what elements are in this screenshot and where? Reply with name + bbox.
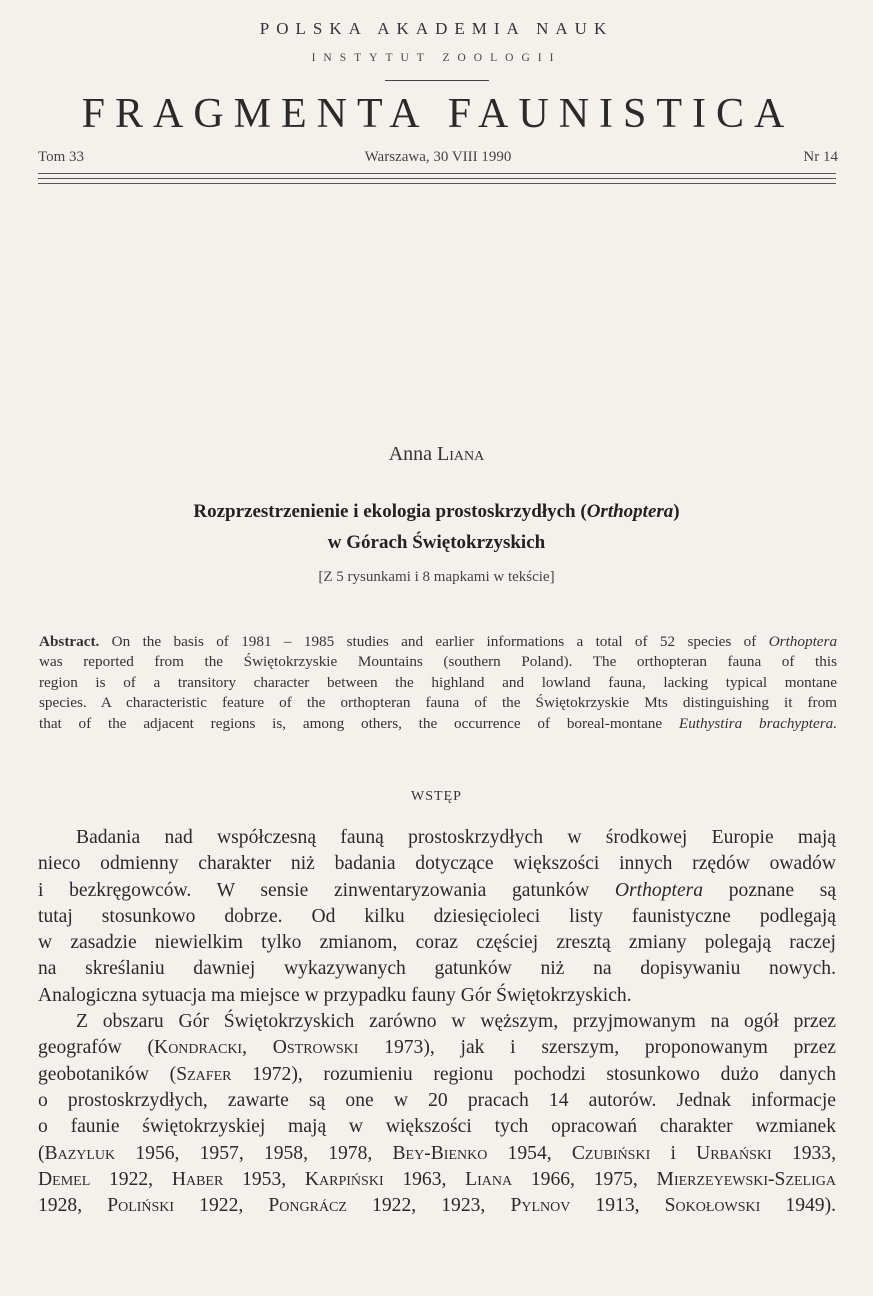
volume-label: Tom 33 xyxy=(38,149,85,165)
section-heading: WSTĘP xyxy=(411,789,462,804)
body-text-span: geografów ( xyxy=(38,1037,155,1059)
citation-author: Pylnov xyxy=(510,1195,571,1217)
paragraph-line xyxy=(38,1035,836,1061)
body-text-span: 1933, xyxy=(771,1142,836,1164)
abstract-taxon: Orthoptera xyxy=(768,633,838,650)
body-text-span: 1966, 1975, xyxy=(512,1168,657,1190)
header-rule xyxy=(38,183,836,184)
body-text-span: 1913, xyxy=(570,1195,665,1217)
body-text-span: 1954, xyxy=(487,1142,572,1164)
abstract-text: that of the adjacent regions is, among others, the occurrence of boreal-montane xyxy=(39,714,663,732)
paragraph-line: Z obszaru Gór Świętokrzyskich zarówno w węższym, przyjmowanym na ogół przez xyxy=(76,1011,836,1033)
abstract-label: Abstract. xyxy=(39,633,100,650)
abstract-line xyxy=(39,714,837,734)
author-first-name: Anna xyxy=(388,443,433,465)
abstract-line: species. A characteristic feature of the orthopteran fauna of the Świętokrzyskie Mts distinguishing it from xyxy=(39,694,837,712)
issue-info-row xyxy=(38,149,838,169)
abstract-text: On the basis of 1981 – 1985 studies and earlier informations a total of 52 species of xyxy=(111,633,757,650)
citation-author: Pongrácz xyxy=(268,1195,347,1217)
citation-author: Czubiński xyxy=(571,1142,651,1164)
citation-author: Liana xyxy=(465,1168,513,1190)
citation-author: Mierzeyewski-Szeliga xyxy=(656,1168,836,1190)
citation-author: Ostrowski xyxy=(272,1037,359,1059)
header-short-rule xyxy=(385,80,489,81)
place-date: Warszawa, 30 VIII 1990 xyxy=(364,149,512,165)
body-text-span: 1922, xyxy=(90,1168,172,1190)
body-text-span: 1972), rozumieniu regionu pochodzi stosunkowo dużo danych xyxy=(231,1063,836,1085)
citation-author: Poliński xyxy=(107,1195,175,1217)
citation-author: Kondracki xyxy=(154,1037,243,1059)
paragraph-line xyxy=(38,1193,836,1219)
citation-author: Bey-Bienko xyxy=(392,1142,488,1164)
journal-title: FRAGMENTA FAUNISTICA xyxy=(81,91,795,137)
body-text xyxy=(38,825,836,1219)
body-text-span: i xyxy=(650,1142,697,1164)
author-name xyxy=(0,443,873,466)
paragraph-line: na skreślaniu dawniej wykazywanych gatunków niż na dopisywaniu nowych. xyxy=(38,958,836,980)
body-text-span: 1956, 1957, 1958, 1978, xyxy=(115,1142,393,1164)
body-text-span: 1953, xyxy=(223,1168,305,1190)
paragraph-line xyxy=(38,1062,836,1088)
header-rule xyxy=(38,173,836,174)
paragraph-line: o prostoskrzydłych, zawarte są one w 20 pracach 14 autorów. Jednak informacje xyxy=(38,1089,836,1111)
body-text-span: 1949). xyxy=(760,1195,837,1217)
paragraph-line xyxy=(38,1167,836,1193)
issue-number: Nr 14 xyxy=(803,149,838,165)
academy-name: POLSKA AKADEMIA NAUK xyxy=(259,19,614,38)
body-text-span: geobotaników ( xyxy=(38,1063,177,1085)
citation-author: Sokołowski xyxy=(664,1195,761,1217)
body-text-span: i bezkręgowców. W sensie zinwentaryzowania gatunków xyxy=(38,879,590,901)
body-taxon: Orthoptera xyxy=(614,879,704,901)
article-title-line-2: w Górach Świętokrzyskich xyxy=(327,532,546,553)
abstract-line xyxy=(39,632,837,652)
header-rule xyxy=(38,178,836,179)
citation-author: Demel xyxy=(38,1168,91,1190)
body-text-span: , xyxy=(242,1037,273,1059)
article-title-line-1 xyxy=(0,501,873,523)
citation-author: Szafer xyxy=(176,1063,232,1085)
title-text: Rozprzestrzenienie i ekologia prostoskrzydłych ( xyxy=(193,501,587,522)
body-text-span: ( xyxy=(38,1142,45,1164)
abstract-taxon: Euthystira brachyptera. xyxy=(678,714,838,732)
paragraph-line: o faunie świętokrzyskiej mają w większości tych opracowań charakter wzmianek xyxy=(38,1116,836,1138)
author-last-name: Liana xyxy=(437,443,485,465)
abstract-line: was reported from the Świętokrzyskie Mountains (southern Poland). The orthopteran fauna of this xyxy=(39,653,837,671)
body-text-span: 1963, xyxy=(383,1168,466,1190)
citation-author: Karpiński xyxy=(304,1168,384,1190)
title-taxon: Orthoptera xyxy=(586,501,674,522)
abstract-line: region is of a transitory character between the highland and lowland fauna, lacking typical montane xyxy=(39,673,837,691)
body-text-span: 1922, 1923, xyxy=(346,1195,511,1217)
body-text-span: poznane są xyxy=(728,879,837,901)
institute-name: INSTYTUT ZOOLOGII xyxy=(311,52,562,64)
citation-author: Urbański xyxy=(696,1142,772,1164)
title-text: ) xyxy=(673,501,680,522)
paragraph-line: Badania nad współczesną fauną prostoskrzydłych w środkowej Europie mają xyxy=(76,827,836,848)
body-text-span: 1928, xyxy=(38,1195,108,1217)
body-text-span: 1922, xyxy=(174,1195,269,1217)
paragraph-line: nieco odmienny charakter niż badania dotyczące większości innych rzędów owadów xyxy=(38,853,836,875)
paragraph-line: w zasadzie niewielkim tylko zmianom, coraz częściej zresztą zmiany polegają raczej xyxy=(38,932,836,954)
paragraph-line: tutaj stosunkowo dobrze. Od kilku dziesięcioleci listy faunistyczne podlegają xyxy=(38,905,836,927)
body-text-span: 1973), jak i szerszym, proponowanym przez xyxy=(358,1037,836,1059)
citation-author: Bazyluk xyxy=(44,1142,116,1164)
paragraph-line: Analogiczna sytuacja ma miejsce w przypadku fauny Gór Świętokrzyskich. xyxy=(38,984,632,1006)
paragraph-line xyxy=(38,878,836,904)
abstract xyxy=(39,632,837,734)
citation-author: Haber xyxy=(171,1168,224,1190)
figures-note: [Z 5 rysunkami i 8 mapkami w tekście] xyxy=(318,569,555,585)
paragraph-line xyxy=(38,1141,836,1167)
